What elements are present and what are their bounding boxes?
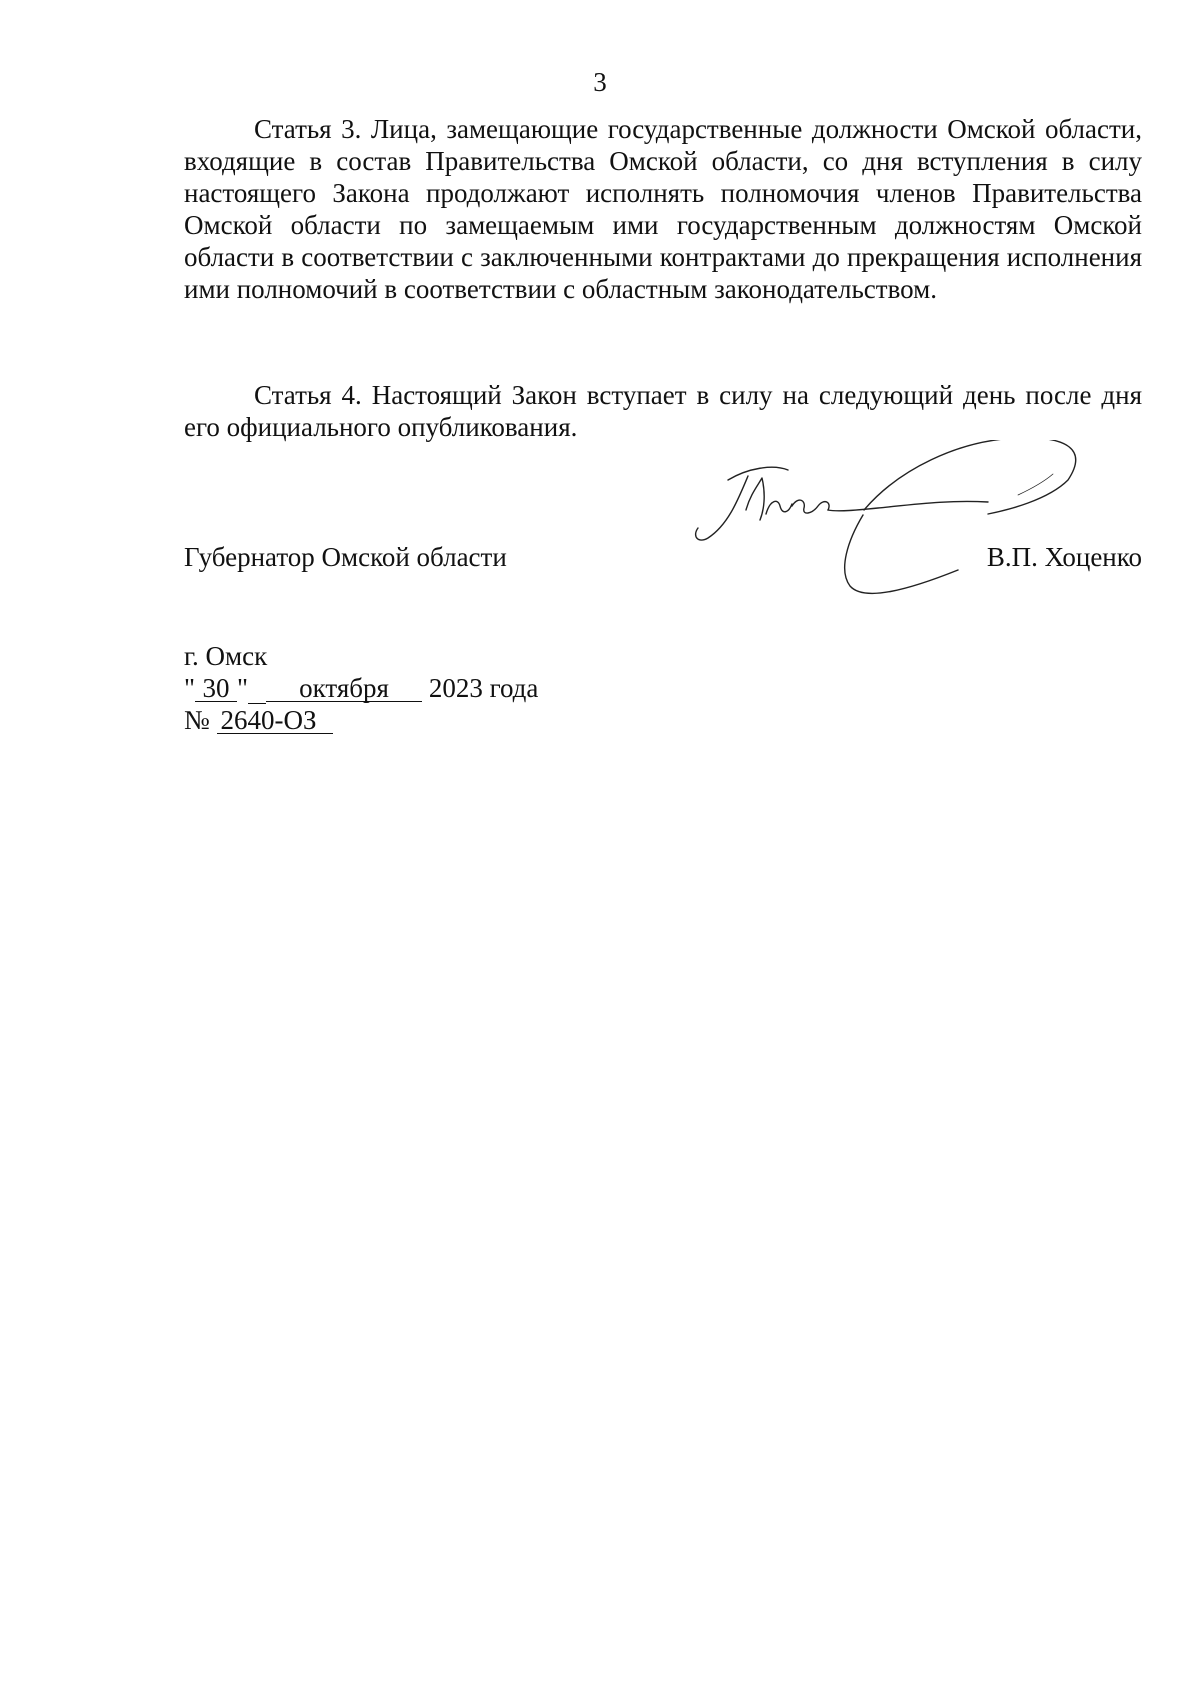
governor-title: Губернатор Омской области <box>184 542 507 572</box>
date-month: октября <box>266 675 422 702</box>
date-year: 2023 года <box>428 673 539 703</box>
number-sign: № <box>184 705 210 735</box>
governor-name: В.П. Хоценко <box>986 542 1142 572</box>
article-4-paragraph: Статья 4. Настоящий Закон вступает в силу на следующий день после дня его официального опубликования. <box>184 380 1142 442</box>
date-open-quote: " <box>184 673 196 703</box>
date-day: 30 <box>195 675 237 702</box>
article-3-paragraph: Статья 3. Лица, замещающие государственные должности Омской области, входящие в состав Правительства Омской области, со дня вступления в силу настоящего Закона продолжают исполнять полномочия членов Правительства Омской области по замещаемым ими государственным должностям Омской области в соответствии с заключенными контрактами до прекращения исполнения ими полномочий в соответствии с областным законодательством. <box>184 114 1142 304</box>
date-line <box>184 672 538 704</box>
law-number: 2640-ОЗ <box>217 707 333 734</box>
date-underline-gap <box>248 677 266 704</box>
number-line <box>184 704 538 736</box>
date-close-quote: " <box>237 673 249 703</box>
page-number: 3 <box>593 67 607 97</box>
place-date-number-block <box>184 640 538 736</box>
handwritten-signature <box>688 440 1108 620</box>
city-line: г. Омск <box>184 641 268 671</box>
signature-row <box>184 541 1142 573</box>
